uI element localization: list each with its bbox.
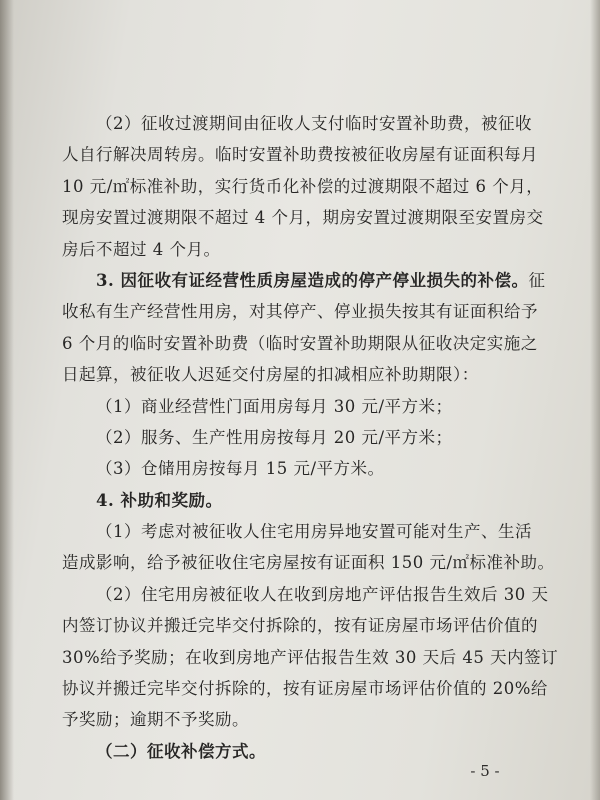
text-line: 30%给予奖励；在收到房地产评估报告生效 30 天后 45 天内签订 [62,647,559,667]
list-item-storage-rate: （3）仓储用房按每月 15 元/平方米。 [96,459,385,479]
paragraph-relocation-subsidy [62,516,555,579]
text-line: 人自行解决周转房。临时安置补助费按被征收房屋有证面积每月 [62,145,538,165]
list-item-service-rate: （2）服务、生产性用房按每月 20 元/平方米； [96,427,453,447]
text-line: 现房安置过渡期限不超过 4 个月，期房安置过渡期限至安置房交 [62,208,544,228]
text-line: 日起算，被征收人迟延交付房屋的扣减相应补助期限）： [62,365,479,385]
text-line: 协议并搬迁完毕交付拆除的，按有证房屋市场评估价值的 20%给 [62,679,548,699]
text-fragment: 征 [528,270,546,290]
text-line: 房后不超过 4 个月。 [62,239,221,259]
page-edge-shadow-right [590,0,600,800]
text-line: 10 元/㎡标准补助，实行货币化补偿的过渡期限不超过 6 个月， [62,176,544,196]
page-number: - 5 - [470,762,500,780]
text-line: （2）征收过渡期间由征收人支付临时安置补助费，被征收 [96,114,532,133]
paragraph-transition-subsidy [62,108,544,265]
text-line: （1）考虑对被征收人住宅用房异地安置可能对生产、生活 [96,522,532,542]
document-body [62,108,559,767]
page-edge-shadow-left [0,0,14,800]
text-line: 造成影响，给予被征收住宅房屋按有证面积 150 元/㎡标准补助。 [62,553,555,573]
text-line: 予奖励；逾期不予奖励。 [62,710,249,730]
text-line: 内签订协议并搬迁完毕交付拆除的，按有证房屋市场评估价值的 [62,616,538,636]
section-heading-compensation-method: （二）征收补偿方式。 [96,741,266,761]
section-heading: 3. 因征收有证经营性质房屋造成的停产停业损失的补偿。 [96,270,529,290]
text-line: （2）住宅用房被征收人在收到房地产评估报告生效后 30 天 [96,584,549,604]
text-line: 6 个月的临时安置补助费（临时安置补助期限从征收决定实施之 [62,333,538,353]
section-heading-subsidy-reward: 4. 补助和奖励。 [96,490,223,510]
text-line [62,265,546,296]
text-line: 收私有生产经营性用房，对其停产、停业损失按其有证面积给予 [62,302,538,322]
list-item-commercial-rate: （1）商业经营性门面用房每月 30 元/平方米； [96,396,453,416]
paragraph-business-loss [62,265,546,391]
paragraph-reward-rules [62,579,559,736]
